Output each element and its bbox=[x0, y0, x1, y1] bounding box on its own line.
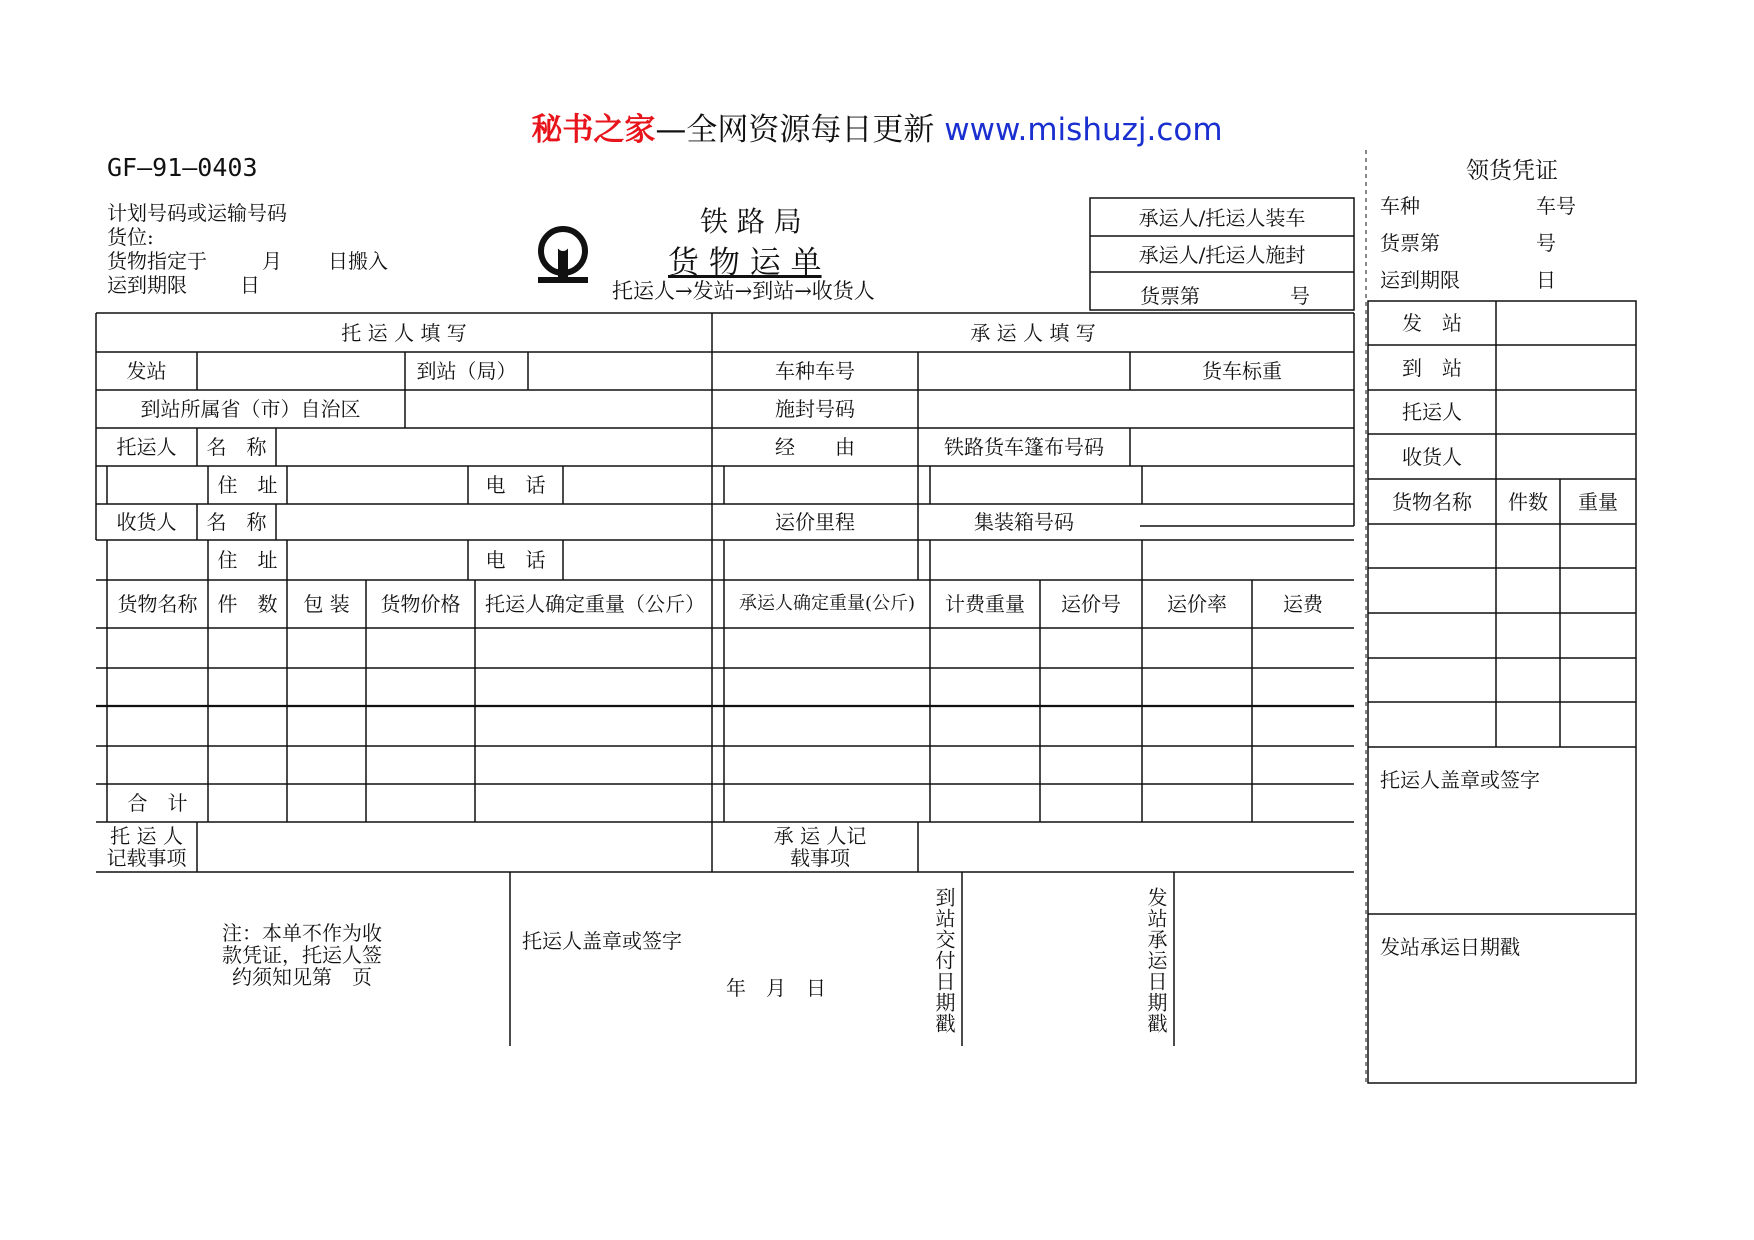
car-type-label: 车种车号 bbox=[775, 359, 855, 383]
flow-text: 托运人→发站→到站→收货人 bbox=[612, 279, 875, 303]
consignee-phone-field[interactable] bbox=[563, 540, 712, 580]
col-charge-weight: 计费重量 bbox=[945, 592, 1025, 616]
shipper-sign-label: 托运人盖章或签字 bbox=[522, 929, 682, 953]
col-cargo-value: 货物价格 bbox=[380, 592, 461, 616]
receipt-dest-label: 到 站 bbox=[1402, 355, 1462, 380]
shipper-phone-field[interactable] bbox=[563, 466, 712, 504]
consignee-label: 收货人 bbox=[116, 510, 177, 534]
consignee-name-label: 名 称 bbox=[206, 510, 267, 534]
seal-number-field[interactable] bbox=[918, 390, 1354, 428]
consignee-address-field[interactable] bbox=[287, 540, 468, 580]
shipper-notes-field[interactable] bbox=[197, 822, 712, 872]
shipper-fill-header: 托 运 人 填 写 bbox=[341, 320, 467, 345]
consignee-name-field[interactable] bbox=[276, 504, 712, 540]
move-in-day: 日搬入 bbox=[328, 249, 388, 273]
delivery-stamp-label: 到站交付日期戳 bbox=[932, 886, 956, 1034]
banner-dash: — bbox=[655, 112, 687, 148]
receipt-shipper-label: 托运人 bbox=[1402, 400, 1462, 424]
car-type-field[interactable] bbox=[918, 352, 1130, 390]
bureau-title: 铁 路 局 bbox=[700, 205, 802, 238]
waybill-title: 货 物 运 单 bbox=[668, 245, 822, 281]
ticket-no-suffix: 号 bbox=[1290, 284, 1310, 308]
tariff-distance-label: 运价里程 bbox=[775, 510, 855, 534]
total-label: 合 计 bbox=[127, 791, 188, 815]
delivery-limit-label: 运到期限 bbox=[107, 273, 187, 297]
destination-station-label: 到站（局） bbox=[416, 359, 517, 383]
delivery-limit-day: 日 bbox=[240, 273, 260, 297]
receipt-car-no-label: 车号 bbox=[1536, 194, 1576, 218]
sign-date-label: 年 月 日 bbox=[726, 976, 826, 1000]
banner-tagline: 全网资源每日更新 bbox=[686, 112, 935, 148]
form-code: GF—91—0403 bbox=[107, 153, 258, 182]
receipt-cargo-label: 货物名称 bbox=[1392, 489, 1472, 514]
shipper-notes-label: 托 运 人记载事项 bbox=[106, 824, 187, 870]
carrier-fill-header: 承 运 人 填 写 bbox=[970, 320, 1096, 345]
car-tare-label: 货车标重 bbox=[1202, 359, 1282, 383]
seal-by-label: 承运人/托运人施封 bbox=[1138, 243, 1306, 267]
receipt-count-label: 件数 bbox=[1508, 489, 1548, 514]
plan-number-label: 计划号码或运输号码 bbox=[107, 201, 287, 225]
col-packing: 包 装 bbox=[303, 592, 350, 616]
shipper-address-field[interactable] bbox=[287, 466, 468, 504]
receipt-weight-label: 重量 bbox=[1578, 489, 1618, 514]
receipt-sign-label: 托运人盖章或签字 bbox=[1380, 768, 1540, 792]
col-carrier-weight: 承运人确定重量(公斤) bbox=[738, 593, 916, 615]
consignee-address-label: 住 址 bbox=[217, 548, 278, 572]
receipt-ticket-label: 货票第 bbox=[1380, 231, 1440, 255]
route-label: 经 由 bbox=[775, 435, 855, 459]
dest-province-label: 到站所属省（市）自治区 bbox=[140, 397, 361, 421]
disclaimer-note: 注：本单不作为收款凭证，托运人签约须知见第 页 bbox=[222, 921, 382, 989]
container-number-label: 集装箱号码 bbox=[974, 510, 1074, 534]
receipt-consignee-label: 收货人 bbox=[1402, 444, 1462, 469]
shipper-address-label: 住 址 bbox=[217, 473, 278, 497]
origin-stamp-label: 发站承运日期戳 bbox=[1144, 886, 1168, 1034]
col-tariff-no: 运价号 bbox=[1061, 592, 1121, 616]
load-by-label: 承运人/托运人装车 bbox=[1138, 206, 1306, 230]
receipt-limit-day-label: 日 bbox=[1536, 268, 1556, 292]
receipt-ticket-no-label: 号 bbox=[1536, 231, 1556, 255]
ticket-no-label: 货票第 bbox=[1140, 284, 1200, 308]
move-in-month: 月 bbox=[262, 249, 282, 273]
seal-number-label: 施封号码 bbox=[775, 397, 855, 421]
banner-url[interactable]: www.mishuzj.com bbox=[944, 112, 1223, 148]
cargo-slot-label: 货位: bbox=[107, 225, 154, 249]
col-count: 件 数 bbox=[217, 592, 278, 616]
tarp-number-label: 铁路货车篷布号码 bbox=[944, 435, 1104, 459]
origin-station-label: 发站 bbox=[126, 359, 167, 383]
col-cargo-name: 货物名称 bbox=[117, 592, 198, 616]
shipper-name-field[interactable] bbox=[276, 428, 712, 466]
receipt-car-type-label: 车种 bbox=[1380, 194, 1420, 218]
shipper-label: 托运人 bbox=[116, 435, 177, 459]
receipt-title: 领货凭证 bbox=[1466, 158, 1558, 184]
receipt-limit-label: 运到期限 bbox=[1380, 268, 1460, 292]
shipper-phone-label: 电 话 bbox=[485, 473, 546, 497]
carrier-notes-label: 承 运 人记载事项 bbox=[773, 824, 867, 870]
shipper-name-label: 名 称 bbox=[206, 435, 267, 459]
carrier-notes-field[interactable] bbox=[918, 822, 1354, 872]
origin-station-field[interactable] bbox=[197, 352, 405, 390]
receipt-stamp-label: 发站承运日期戳 bbox=[1380, 935, 1520, 959]
col-shipper-weight: 托运人确定重量（公斤） bbox=[485, 592, 705, 616]
dest-province-field[interactable] bbox=[405, 390, 712, 428]
col-tariff-rate: 运价率 bbox=[1167, 592, 1227, 616]
receipt-origin-label: 发 站 bbox=[1402, 311, 1462, 335]
consignee-phone-label: 电 话 bbox=[485, 548, 546, 572]
move-in-date-label: 货物指定于 bbox=[107, 249, 207, 273]
banner-brand: 秘书之家 bbox=[531, 112, 656, 148]
destination-station-field[interactable] bbox=[528, 352, 712, 390]
col-freight: 运费 bbox=[1283, 592, 1323, 616]
